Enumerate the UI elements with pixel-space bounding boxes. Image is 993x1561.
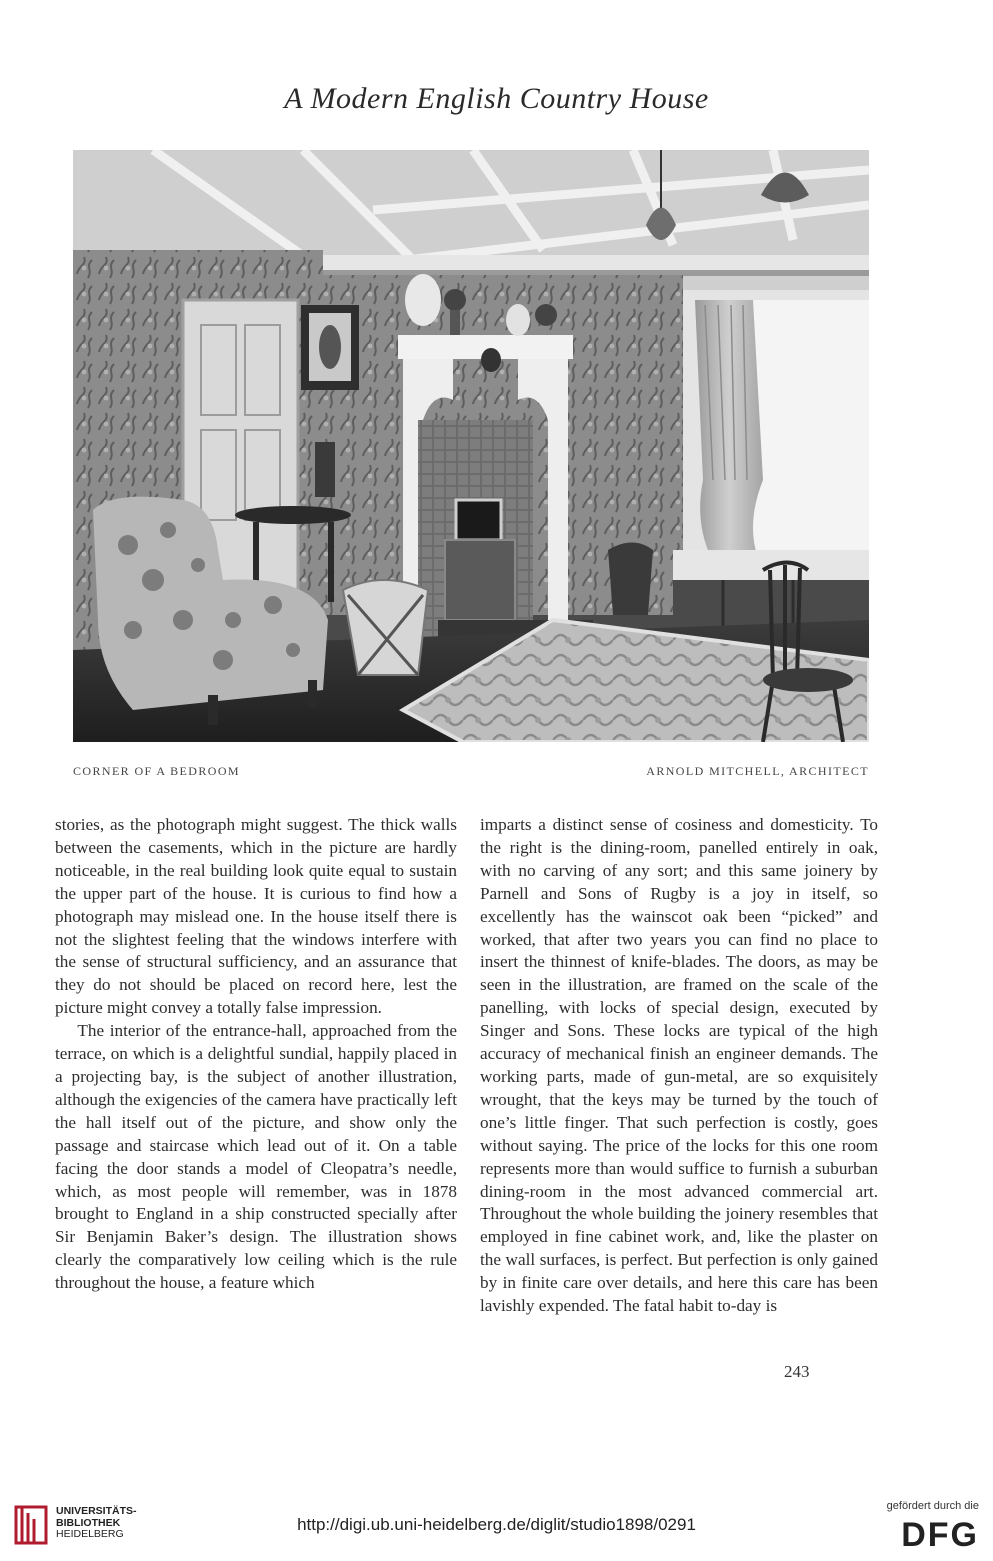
plate-credit: ARNOLD MITCHELL, ARCHITECT <box>646 764 869 778</box>
funded-by-label: gefördert durch die <box>886 1500 979 1512</box>
running-head: A Modern English Country House <box>284 82 709 115</box>
library-name-line: UNIVERSITÄTS- <box>56 1505 137 1517</box>
text-column-left <box>55 814 457 1295</box>
bedroom-photograph <box>73 150 869 742</box>
paragraph: imparts a distinct sense of cosiness and domesticity. To the right is the dining-room, panelled entirely in oak, with no carving of any sort; and this same joinery by Parnell and Sons of Rugby is a joy in itself, so excellently has the wainscot oak been “picked” and worked, that after two years you can find no place to insert the thinnest of knife-blades. The doors, as may be seen in the illustration, are framed on the scale of the panelling, with locks of special design, executed by Singer and Sons. These locks are typical of the high accuracy of mechanical finish an engineer demands. The working parts, made of gun-metal, are so exquisitely wrought, that the keys may be turned by the touch of one’s little finger. That such perfection is costly, goes without saying. The price of the locks for this one room represents more than would suffice to furnish a suburban dining-room in the most advanced commercial art. Throughout the whole building the joinery resembles that employed in fine cabinet work, and, like the plaster on the wall surfaces, is perfect. But perfection is only gained by in finite care over details, and here this care has been lavishly expended. The fatal habit to-day is <box>480 815 878 1316</box>
plate-caption: CORNER OF A BEDROOM <box>73 764 240 778</box>
library-name-line: HEIDELBERG <box>56 1528 124 1540</box>
paragraph: stories, as the photograph might suggest. The thick walls between the casements, which in the picture are hardly noticeable, in the real building look quite equal to sustain the upper part of the house. It is curious to find how a photograph may mislead one. In the house itself there is not the slightest feeling that the windows interfere with the sense of structural sufficiency, and an assurance that they do not should be placed on record here, lest the picture might convey a totally false impression. <box>55 815 457 1018</box>
library-name-line: BIBLIOTHEK <box>56 1516 121 1529</box>
text-column-right <box>480 814 878 1318</box>
bedroom-photograph-drawing <box>73 150 869 742</box>
page-number: 243 <box>784 1362 810 1381</box>
paragraph: The interior of the entrance-hall, approached from the terrace, on which is a delightful sundial, happily placed in a projecting bay, is the subject of another illustration, although the exigencies of the camera have practically left the hall itself out of the picture, and show only the passage and staircase which lead out of it. On a table facing the door stands a model of Cleopatra’s needle, which, as most people will remember, was in 1878 brought to England in a ship constructed specially after Sir Benjamin Baker’s design. The illustration shows clearly the comparatively low ceiling which is the rule throughout the house, a feature which <box>55 1021 457 1293</box>
permalink-url[interactable]: http://digi.ub.uni-heidelberg.de/diglit/studio1898/0291 <box>297 1515 696 1534</box>
dfg-logo[interactable]: DFG <box>901 1516 979 1554</box>
